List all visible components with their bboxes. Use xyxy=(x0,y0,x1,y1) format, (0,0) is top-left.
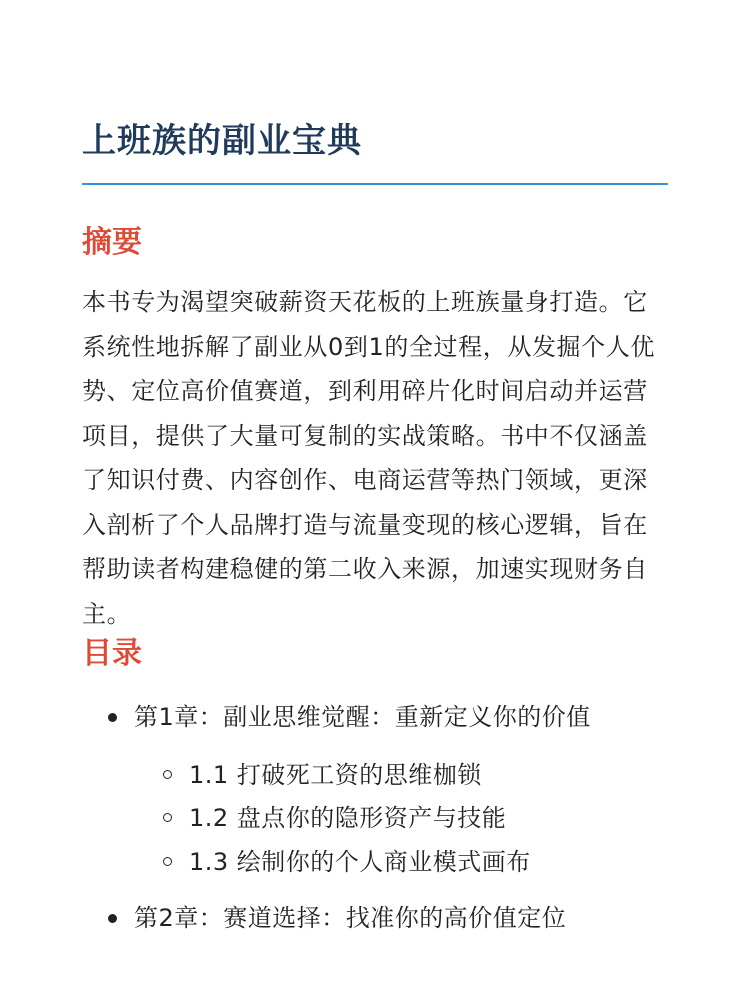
bullet-circle-icon xyxy=(163,857,172,866)
bullet-disc-icon xyxy=(108,713,117,722)
toc-section-label: 1.1 打破死工资的思维枷锁 xyxy=(189,761,482,789)
summary-heading: 摘要 xyxy=(82,225,142,260)
title-divider xyxy=(82,183,668,185)
toc-section-label: 1.3 绘制你的个人商业模式画布 xyxy=(189,848,531,876)
toc-section-label: 1.2 盘点你的隐形资产与技能 xyxy=(189,804,507,832)
bullet-circle-icon xyxy=(163,770,172,779)
summary-text: 本书专为渴望突破薪资天花板的上班族量身打造。它系统性地拆解了副业从0到1的全过程，从发掘个人优势、定位高价值赛道，到利用碎片化时间启动并运营项目，提供了大量可复制的实战策略。书中不仅涵盖了知识付费、内容创作、电商运营等热门领域，更深入剖析了个人品牌打造与流量变现的核心逻辑，旨在帮助读者构建稳健的第二收入来源，加速实现财务自主。 xyxy=(82,288,655,628)
page-title: 上班族的副业宝典 xyxy=(82,121,362,161)
toc-heading: 目录 xyxy=(82,636,142,671)
toc-chapter-label: 第2章：赛道选择：找准你的高价值定位 xyxy=(134,904,567,932)
toc-chapter-label: 第1章：副业思维觉醒：重新定义你的价值 xyxy=(134,703,591,731)
bullet-disc-icon xyxy=(108,914,117,923)
bullet-circle-icon xyxy=(163,813,172,822)
